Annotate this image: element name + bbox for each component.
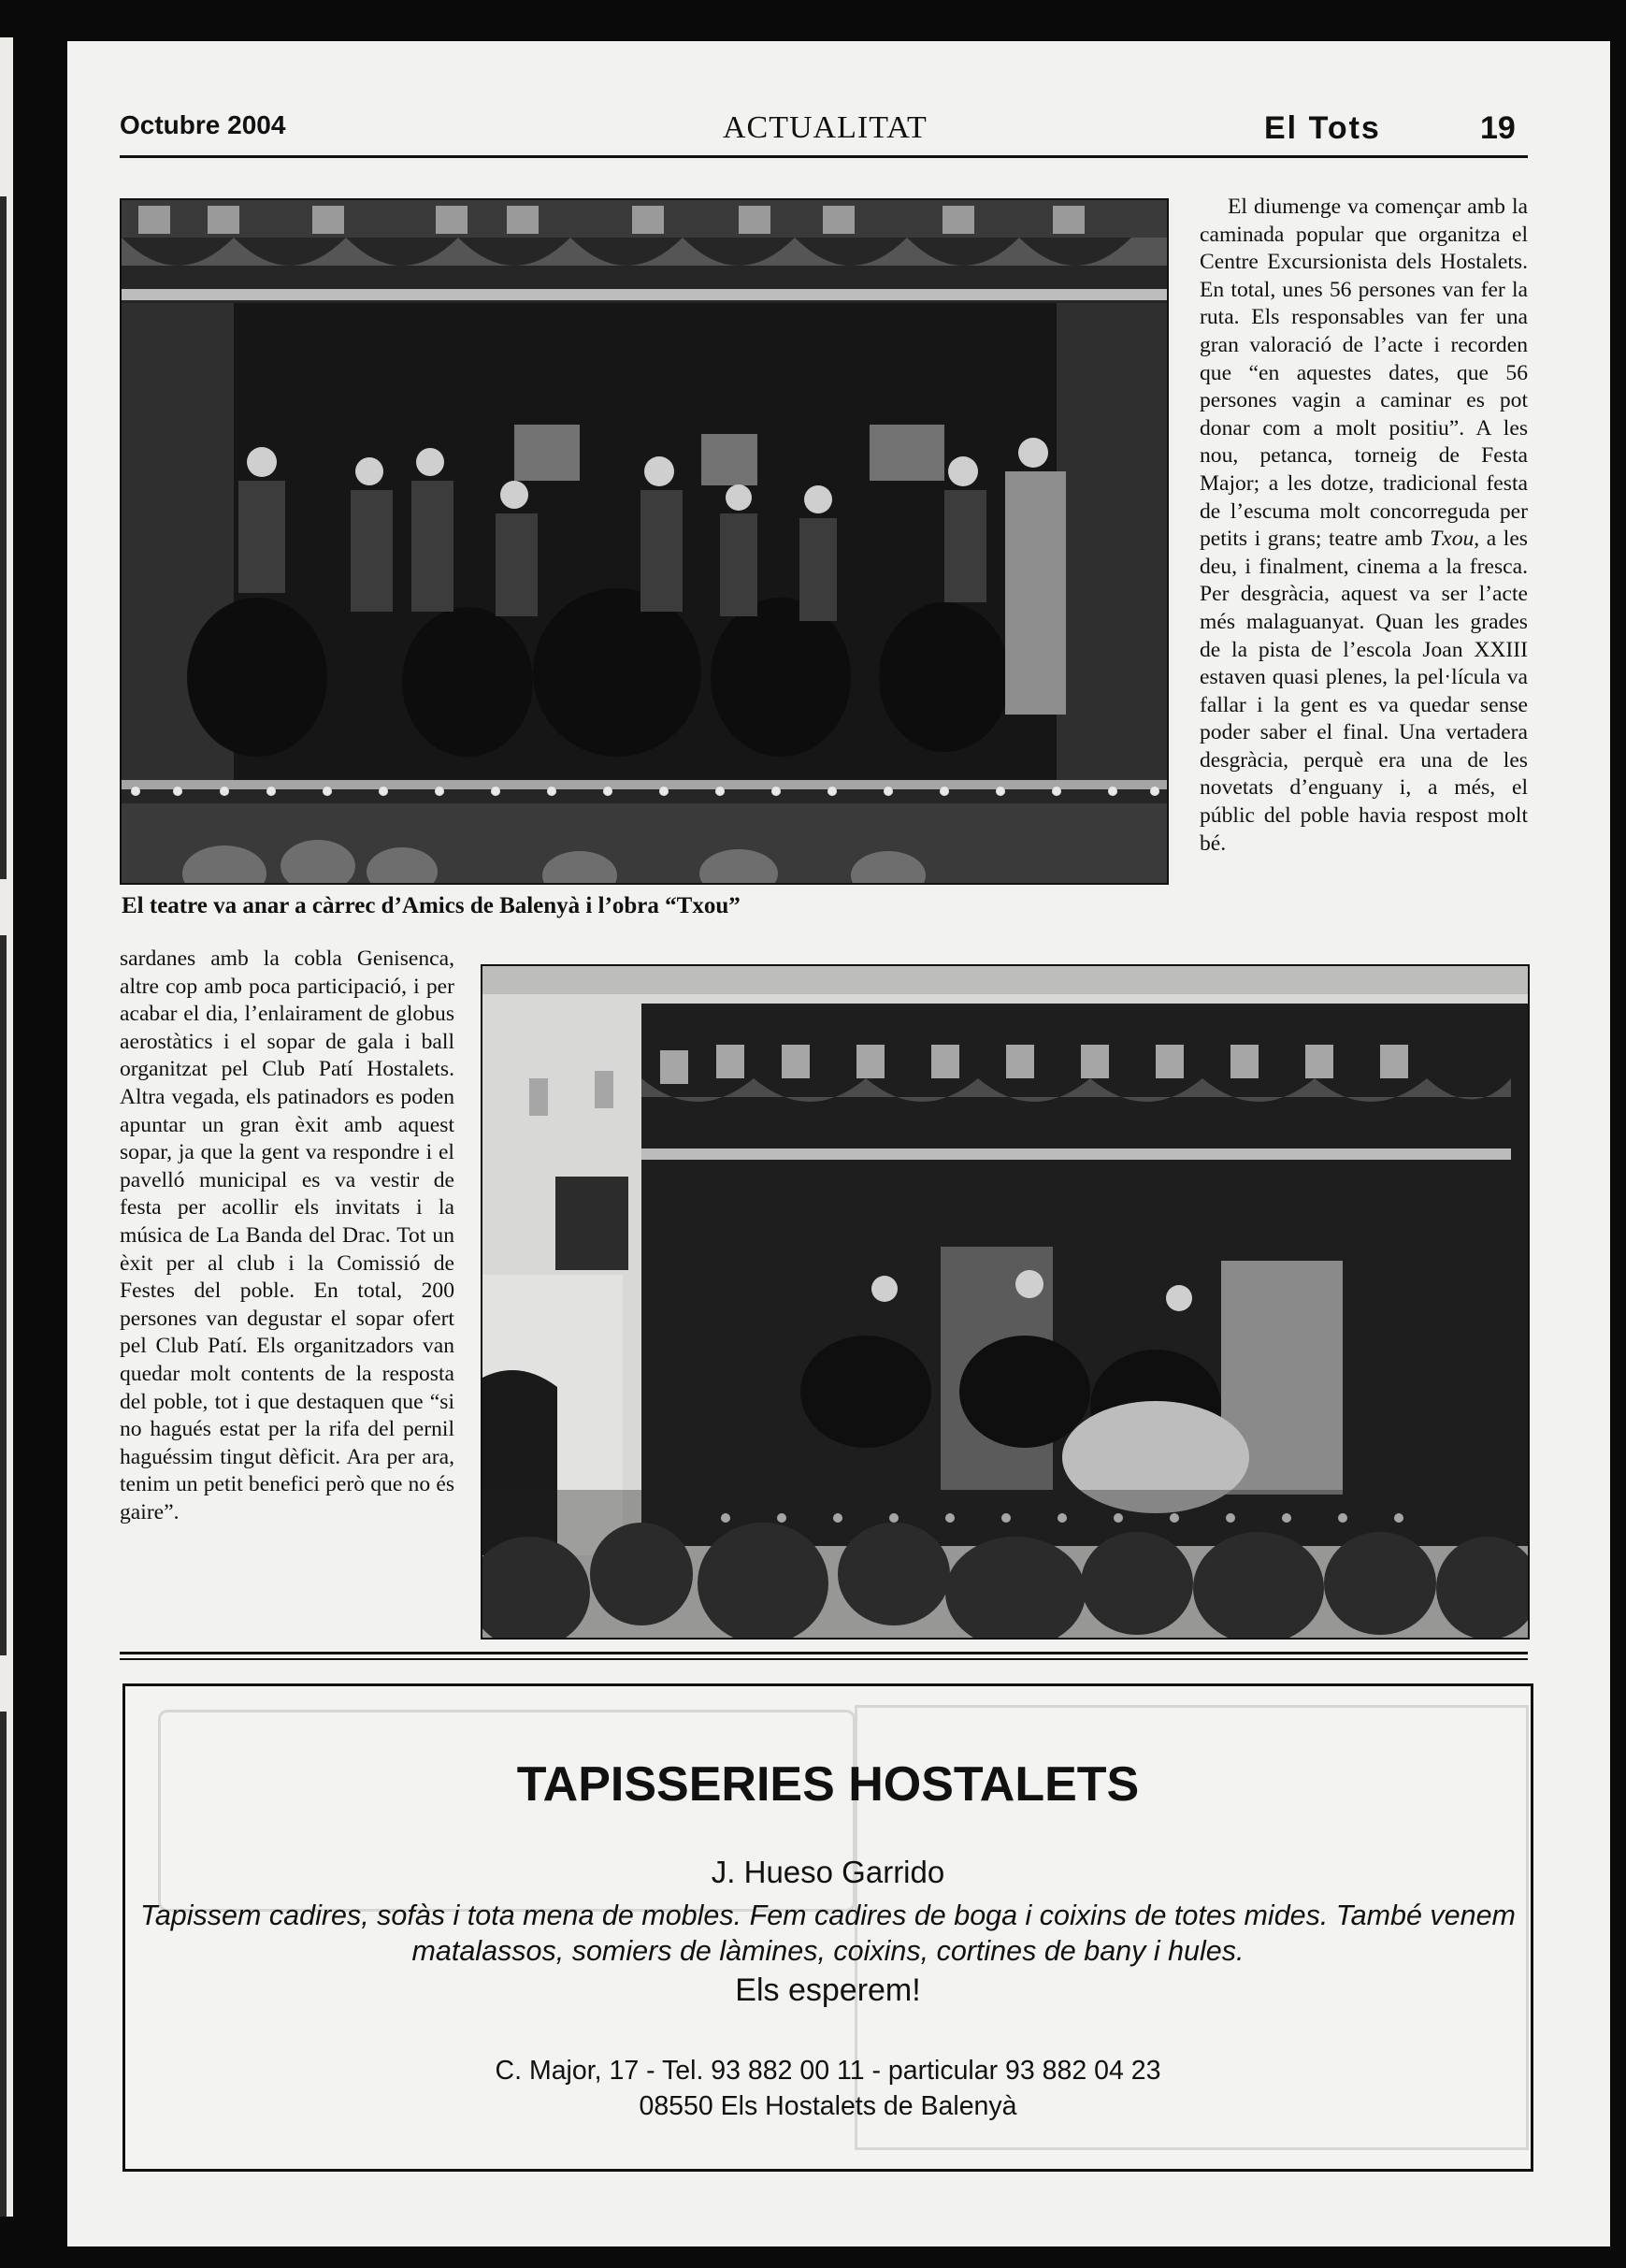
adjacent-page-edge (0, 37, 13, 2217)
article-text-right-part1: El diumenge va començar amb la caminada popular que organitza el Centre Excursionista dels Hostalets. En total, unes 56 persones van fer la ruta. Els responsables van fer una gran valoració de l’acte i recorden que “en aquestes dates, que 56 persones vagin a caminar es pot donar com a molt positiu”. A les nou, petanca, torneig de Festa Major; a les dotze, tradicional festa de l’escuma molt concorreguda per petits i grans; teatre amb (1200, 195, 1528, 552)
ad-separator-rule-bottom (120, 1658, 1528, 1660)
article-text-left: sardanes amb la cobla Genisenca, altre cop amb poca participació, i per acabar el dia, l’enlairament de globus aerostàtics i el sopar de gala i ball organitzat pel Club Patí Hostalets. Altra vegada, els patinadors es poden apuntar un gran èxit amb aquest sopar, ja que la gent va respondre i el pavelló municipal es va vestir de festa per acollir els invitats i la música de La Banda del Drac. Tot un èxit per al club i la Comissió de Festes del poble. En total, 200 persones van degustar el sopar ofert pel Club Patí. Els organitzadors van quedar molt contents de la resposta del poble, tot i que destaquen que “si no hagués estat per la rifa del pernil haguéssim tingut dèficit. Ara per ara, tenim un petit benefici però que no és gaire”. (120, 946, 454, 1524)
ad-call-to-action: Els esperem! (735, 1972, 921, 2008)
header-magazine-title: El Tots (1264, 110, 1381, 146)
advertisement-box (122, 1683, 1533, 2172)
header-page-number: 19 (1480, 110, 1516, 146)
ad-separator-rule-top (120, 1652, 1528, 1654)
theater-photo-1 (120, 198, 1169, 885)
header-date: Octubre 2004 (120, 110, 286, 139)
header-section: ACTUALITAT (723, 110, 928, 145)
article-text-play-title: Txou (1430, 527, 1475, 552)
ad-address (125, 2053, 1531, 2124)
ad-description: Tapissem cadires, sofàs i tota mena de mobles. Fem cadires de boga i coixins de totes mides. També venem matalassos, somiers de làmines, coixins, cortines de bany i hules. (140, 1900, 1516, 1967)
header-rule (120, 155, 1528, 158)
ad-address-line-1: C. Major, 17 - Tel. 93 882 00 11 - particular 93 882 04 23 (495, 2056, 1161, 2086)
article-right-column (1200, 194, 1528, 858)
article-text-right-part2: , a les deu, i finalment, cinema a la fresca. Per desgràcia, aquest va ser l’acte més malaguanyat. Quan les grades de la pista de l’escola Joan XXIII estaven quasi plenes, la pel·lícula va fallar i la gent es va quedar sense poder saber el final. Una vertadera desgràcia, perquè era una de les novetats d’enguany i, a més, el públic del poble havia respost molt bé. (1200, 527, 1528, 856)
theater-photo-2 (481, 964, 1530, 1640)
photo-1-caption: El teatre va anar a càrrec d’Amics de Balenyà i l’obra “Txou” (122, 893, 741, 918)
stage-scene-illustration-2 (482, 966, 1528, 1638)
ad-owner-name: J. Hueso Garrido (711, 1855, 945, 1889)
ad-title: TAPISSERIES HOSTALETS (516, 1757, 1140, 1812)
ad-address-line-2: 08550 Els Hostalets de Balenyà (639, 2091, 1017, 2121)
stage-scene-illustration (122, 200, 1167, 883)
article-left-column (120, 946, 454, 1526)
